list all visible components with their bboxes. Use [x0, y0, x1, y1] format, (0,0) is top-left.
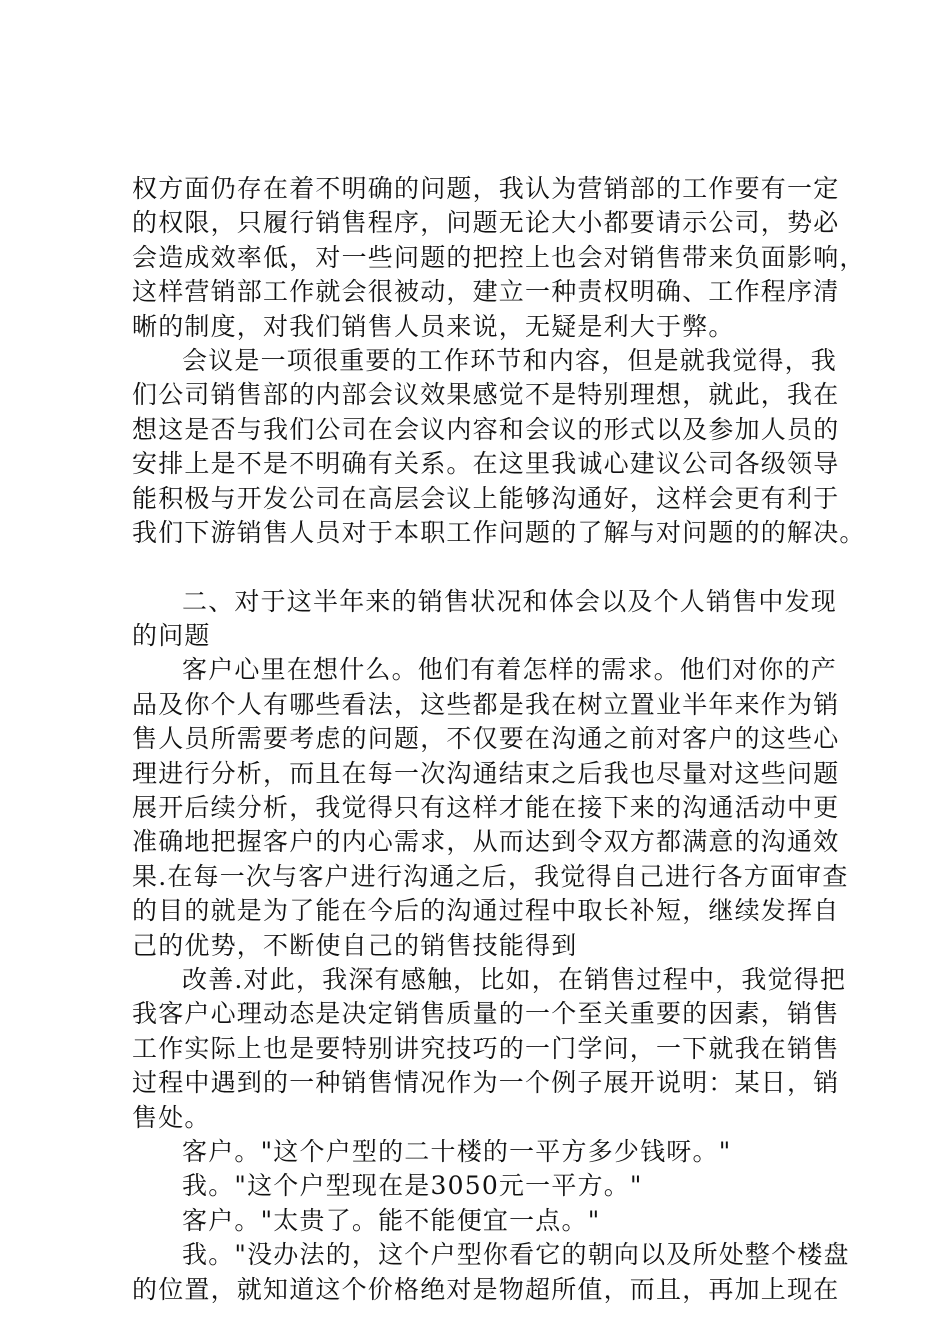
body-line: 安排上是不是不明确有关系。在这里我诚心建议公司各级领导 — [132, 449, 840, 479]
paragraph-start-line: 客户心里在想什么。他们有着怎样的需求。他们对你的产 — [182, 655, 838, 685]
paragraph-start-line: 改善.对此，我深有感触，比如，在销售过程中，我觉得把 — [182, 964, 847, 994]
section-heading-line: 二、对于这半年来的销售状况和体会以及个人销售中发现 — [182, 586, 838, 616]
body-line: 的目的就是为了能在今后的沟通过程中取长补短，继续发挥自 — [132, 896, 840, 926]
body-line: 这样营销部工作就会很被动，建立一种责权明确、工作程序清 — [132, 277, 840, 307]
document-body — [132, 172, 866, 1307]
dialogue-line: 我。"没办法的，这个户型你看它的朝向以及所处整个楼盘 — [182, 1240, 850, 1270]
body-line: 准确地把握客户的内心需求，从而达到令双方都满意的沟通效 — [132, 827, 840, 857]
dialogue-line: 客户。"太贵了。能不能便宜一点。" — [182, 1205, 601, 1235]
body-line: 理进行分析，而且在每一次沟通结束之后我也尽量对这些问题 — [132, 758, 840, 788]
body-line: 我客户心理动态是决定销售质量的一个至关重要的因素，销售 — [132, 999, 840, 1029]
body-line: 晰的制度，对我们销售人员来说，无疑是利大于弊。 — [132, 311, 735, 341]
dialogue-line: 我。"这个户型现在是3050元一平方。" — [182, 1171, 643, 1201]
body-line: 品及你个人有哪些看法，这些都是我在树立置业半年来作为销 — [132, 689, 840, 719]
body-line: 售处。 — [132, 1102, 211, 1132]
paragraph-start-line: 会议是一项很重要的工作环节和内容，但是就我觉得，我 — [182, 345, 838, 375]
body-line: 的位置，就知道这个价格绝对是物超所值，而且，再加上现在 — [132, 1274, 840, 1304]
body-line: 想这是否与我们公司在会议内容和会议的形式以及参加人员的 — [132, 414, 840, 444]
body-line: 果.在每一次与客户进行沟通之后，我觉得自己进行各方面审查 — [132, 861, 849, 891]
body-line: 们公司销售部的内部会议效果感觉不是特别理想，就此，我在 — [132, 380, 840, 410]
body-line: 己的优势，不断使自己的销售技能得到 — [132, 930, 578, 960]
body-line: 售人员所需要考虑的问题，不仅要在沟通之前对客户的这些心 — [132, 724, 840, 754]
body-line: 我们下游销售人员对于本职工作问题的了解与对问题的的解决。 — [132, 517, 866, 547]
blank-line — [132, 550, 832, 584]
body-line: 展开后续分析，我觉得只有这样才能在接下来的沟通活动中更 — [132, 793, 840, 823]
section-heading-line: 的问题 — [132, 621, 211, 651]
dialogue-line: 客户。"这个户型的二十楼的一平方多少钱呀。" — [182, 1136, 732, 1166]
body-line: 权方面仍存在着不明确的问题，我认为营销部的工作要有一定 — [132, 174, 840, 203]
body-line: 能积极与开发公司在高层会议上能够沟通好，这样会更有利于 — [132, 483, 840, 513]
body-line: 过程中遇到的一种销售情况作为一个例子展开说明：某日，销 — [132, 1068, 840, 1098]
body-line: 会造成效率低，对一些问题的把控上也会对销售带来负面影响， — [132, 242, 866, 272]
body-line: 的权限，只履行销售程序，问题无论大小都要请示公司，势必 — [132, 208, 840, 238]
body-line: 工作实际上也是要特别讲究技巧的一门学问，一下就我在销售 — [132, 1033, 840, 1063]
